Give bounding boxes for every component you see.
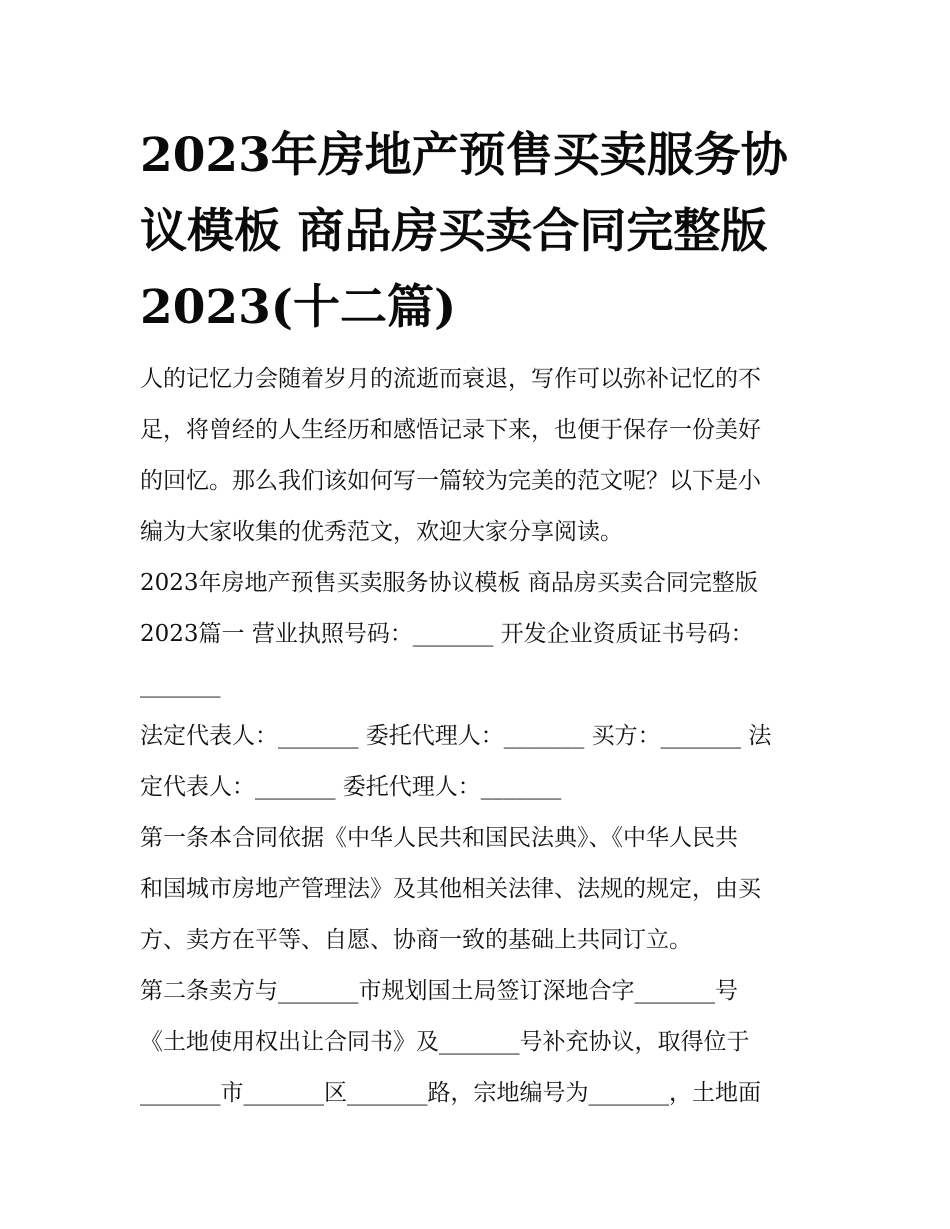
title-line-2: 议模板 商品房买卖合同完整版: [140, 204, 768, 259]
body-line-4: 编为大家收集的优秀范文，欢迎大家分享阅读。: [140, 519, 623, 545]
body-line-13: 第二条卖方与_______市规划国土局签订深地合字_______号: [140, 978, 738, 1004]
body-line-6: 2023篇一 营业执照号码：_______ 开发企业资质证书号码：: [140, 621, 754, 647]
body-line-9: 定代表人：_______ 委托代理人：_______: [140, 774, 562, 800]
body-line-10: 第一条本合同依据《中华人民共和国民法典》、《中华人民共: [140, 825, 738, 851]
body-line-3: 的回忆。那么我们该如何写一篇较为完美的范文呢？以下是小: [140, 468, 761, 494]
body-line-12: 方、卖方在平等、自愿、协商一致的基础上共同订立。: [140, 927, 692, 953]
body-line-2: 足，将曾经的人生经历和感悟记录下来，也便于保存一份美好: [140, 417, 761, 443]
document-title: [140, 118, 820, 346]
body-line-11: 和国城市房地产管理法》及其他相关法律、法规的规定，由买: [140, 876, 761, 902]
body-line-8: 法定代表人：_______ 委托代理人：_______ 买方：_______ 法: [140, 723, 772, 749]
document-body: [140, 354, 820, 1119]
title-line-1: 2023年房地产预售买卖服务协: [140, 128, 788, 183]
body-line-5: 2023年房地产预售买卖服务协议模板 商品房买卖合同完整版: [140, 570, 758, 596]
title-line-3: 2023(十二篇): [140, 280, 457, 335]
body-line-15: _______市_______区_______路，宗地编号为_______，土地面: [140, 1080, 761, 1106]
body-line-7: _______: [140, 672, 221, 698]
body-line-1: 人的记忆力会随着岁月的流逝而衰退，写作可以弥补记忆的不: [140, 366, 761, 392]
body-line-14: 《土地使用权出让合同书》及_______号补充协议，取得位于: [140, 1029, 750, 1055]
